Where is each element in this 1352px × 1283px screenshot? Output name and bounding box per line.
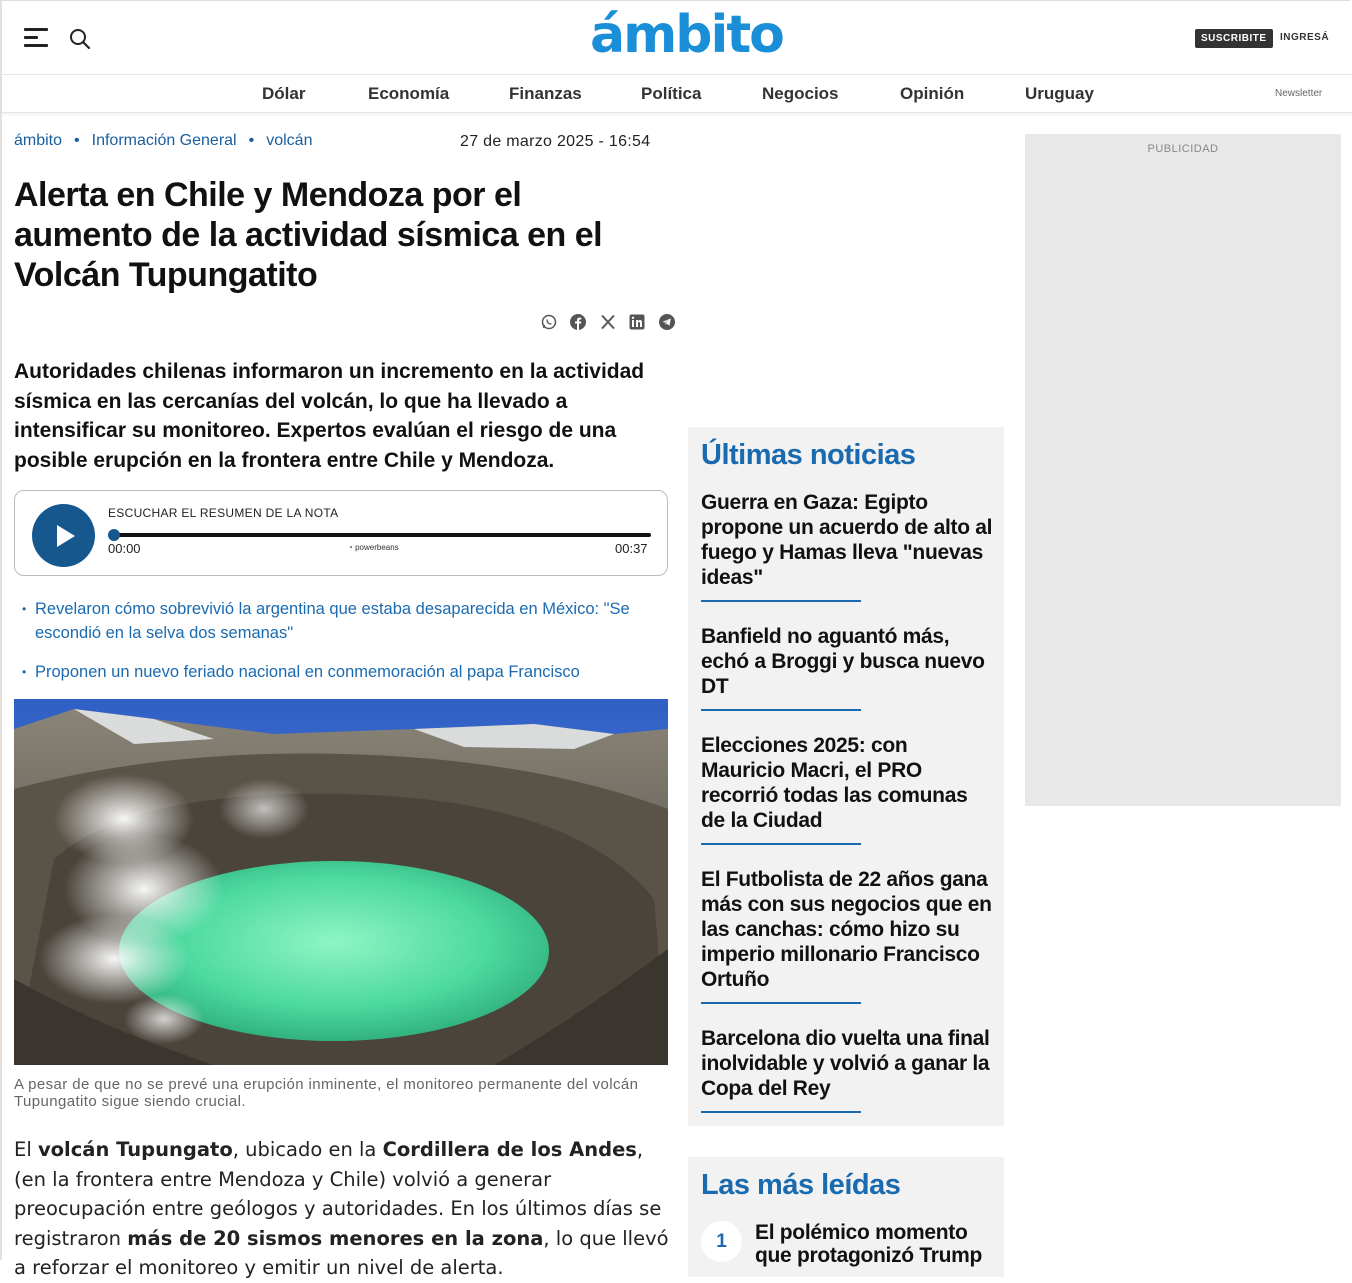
body-bold: más de 20 sismos menores en la zona	[127, 1226, 544, 1250]
player-brand	[348, 543, 399, 552]
linkedin-icon[interactable]	[629, 314, 645, 330]
top-bar	[2, 1, 1352, 75]
article-photo	[14, 699, 668, 1065]
latest-news-item[interactable]: Barcelona dio vuelta una final inolvidable y volvió a ganar la Copa del Rey	[701, 1026, 994, 1101]
breadcrumb-separator: •	[74, 132, 80, 149]
newsletter-link[interactable]: Newsletter	[1275, 88, 1323, 99]
progress-track[interactable]	[110, 533, 651, 537]
latest-news-item[interactable]: Elecciones 2025: con Mauricio Macri, el PRO recorrió todas las comunas de la Ciudad	[701, 733, 994, 833]
volcano-crater-image	[14, 699, 668, 1065]
photo-caption: A pesar de que no se prevé una erupción inminente, el monitoreo permanente del volcán Tupungatito sigue siendo crucial.	[14, 1076, 639, 1110]
time-elapsed: 00:00	[108, 541, 141, 556]
facebook-icon[interactable]	[570, 314, 586, 330]
telegram-icon[interactable]	[659, 314, 675, 330]
site-logo[interactable]: ámbito	[590, 5, 783, 65]
subscribe-button[interactable]: SUSCRIBITE	[1195, 29, 1273, 48]
powerbeans-label: powerbeans	[355, 543, 399, 552]
nav-item-dolar[interactable]: Dólar	[262, 84, 306, 103]
latest-news-item[interactable]: Guerra en Gaza: Egipto propone un acuerdo de alto al fuego y Hamas lleva "nuevas ideas"	[701, 491, 993, 589]
most-read-item[interactable]: El polémico momento que protagonizó Trump	[755, 1221, 983, 1267]
body-text: , ubicado en la	[232, 1138, 383, 1161]
article-body	[14, 1135, 669, 1283]
body-bold: Cordillera de los Andes	[382, 1138, 637, 1161]
whatsapp-icon[interactable]	[541, 314, 557, 330]
latest-news	[688, 427, 1004, 1126]
menu-icon[interactable]	[24, 28, 48, 48]
latest-news-item[interactable]: El Futbolista de 22 años gana más con sus negocios que en las canchas: cómo hizo su imperio millonario Francisco Ortuño	[701, 867, 994, 992]
body-text: , lo que llevó a reforzar el monitoreo y emitir un nivel de alerta.	[14, 1226, 669, 1279]
nav-item-economia[interactable]: Economía	[368, 84, 450, 103]
article-lead: Autoridades chilenas informaron un incremento en la actividad sísmica en las cercanías del volcán, lo que ha llevado a intensificar su monitoreo. Expertos evalúan el riesgo de una posible erupción en la frontera entre Chile y Mendoza.	[14, 360, 645, 472]
breadcrumb-section[interactable]: Información General	[91, 132, 237, 149]
ad-slot[interactable]	[1025, 134, 1341, 806]
x-icon[interactable]	[600, 314, 616, 330]
most-read	[688, 1157, 1004, 1277]
powerbeans-icon: ◔	[348, 543, 353, 552]
main-nav	[2, 75, 1352, 113]
article-title: Alerta en Chile y Mendoza por el aumento de la actividad sísmica en el Volcán Tupungatito	[14, 176, 603, 294]
latest-news-title: Últimas noticias	[701, 439, 916, 471]
nav-item-negocios[interactable]: Negocios	[762, 84, 839, 103]
login-button[interactable]: INGRESÁ	[1280, 32, 1330, 43]
breadcrumb-separator: •	[248, 132, 255, 149]
breadcrumb	[14, 132, 312, 150]
body-text: El	[14, 1138, 38, 1161]
player-label: ESCUCHAR EL RESUMEN DE LA NOTA	[108, 506, 339, 520]
audio-player	[14, 490, 668, 576]
nav-item-uruguay[interactable]: Uruguay	[1025, 84, 1094, 103]
nav-item-opinion[interactable]: Opinión	[900, 84, 965, 103]
breadcrumb-home[interactable]: ámbito	[14, 132, 63, 149]
related-link[interactable]: • Proponen un nuevo feriado nacional en conmemoración al papa Francisco	[22, 660, 662, 684]
related-link[interactable]: • Revelaron cómo sobrevivió la argentina que estaba desaparecida en México: "Se escondió en la selva dos semanas"	[22, 597, 662, 645]
ad-label: PUBLICIDAD	[1147, 143, 1219, 155]
search-icon[interactable]	[69, 28, 91, 50]
body-bold: volcán Tupungato	[37, 1138, 233, 1161]
body-text: , (en la frontera entre Mendoza y Chile) volvió a generar preocupación entre geólogos y autoridades. En los últimos días se registraron	[14, 1138, 662, 1250]
play-button[interactable]	[32, 504, 95, 567]
breadcrumb-tag[interactable]: volcán	[266, 132, 313, 149]
related-links	[22, 597, 662, 699]
nav-item-politica[interactable]: Política	[641, 84, 702, 103]
latest-news-item[interactable]: Banfield no aguantó más, echó a Broggi y busca nuevo DT	[701, 624, 994, 699]
time-total: 00:37	[615, 541, 648, 556]
most-read-title: Las más leídas	[701, 1169, 901, 1201]
share-bar	[541, 314, 684, 332]
rank-badge: 1	[701, 1221, 742, 1262]
progress-knob[interactable]	[108, 529, 120, 541]
article-date: 27 de marzo 2025 - 16:54	[460, 133, 651, 150]
nav-item-finanzas[interactable]: Finanzas	[509, 84, 582, 103]
